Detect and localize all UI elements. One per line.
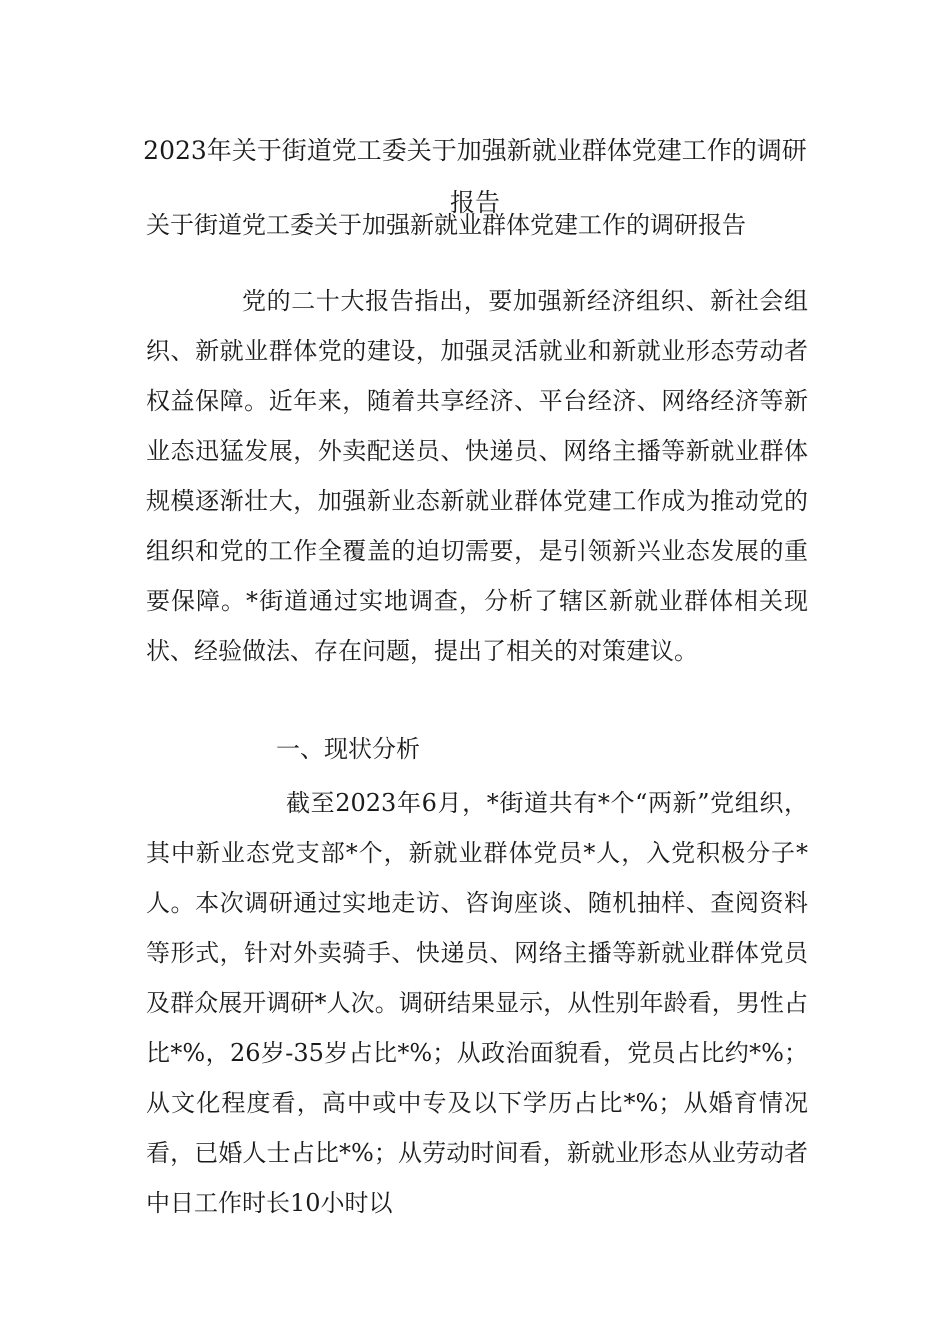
- section-heading-status-analysis: 一、现状分析: [276, 735, 420, 763]
- section1-paragraph: 截至2023年6月，*街道共有*个“两新”党组织，其中新业态党支部*个，新就业群体党员*人，入党积极分子*人。本次调研通过实地走访、咨询座谈、随机抽样、查阅资料等形式，针对外卖骑手、快递员、网络主播等新就业群体党员及群众展开调研*人次。调研结果显示，从性别年龄看，男性占比*%，26岁-35岁占比*%；从政治面貌看，党员占比约*%；从文化程度看，高中或中专及以下学历占比*%；从婚育情况看，已婚人士占比*%；从劳动时间看，新就业形态从业劳动者中日工作时长10小时以: [146, 789, 808, 1217]
- document-title: 2023年关于街道党工委关于加强新就业群体党建工作的调研报告: [143, 136, 807, 217]
- document-subtitle: 关于街道党工委关于加强新就业群体党建工作的调研报告: [146, 211, 746, 239]
- intro-paragraph: 党的二十大报告指出，要加强新经济组织、新社会组织、新就业群体党的建设，加强灵活就业和新就业形态劳动者权益保障。近年来，随着共享经济、平台经济、网络经济等新业态迅猛发展，外卖配送员、快递员、网络主播等新就业群体规模逐渐壮大，加强新业态新就业群体党建工作成为推动党的组织和党的工作全覆盖的迫切需要，是引领新兴业态发展的重要保障。*街道通过实地调查，分析了辖区新就业群体相关现状、经验做法、存在问题，提出了相关的对策建议。: [146, 287, 808, 665]
